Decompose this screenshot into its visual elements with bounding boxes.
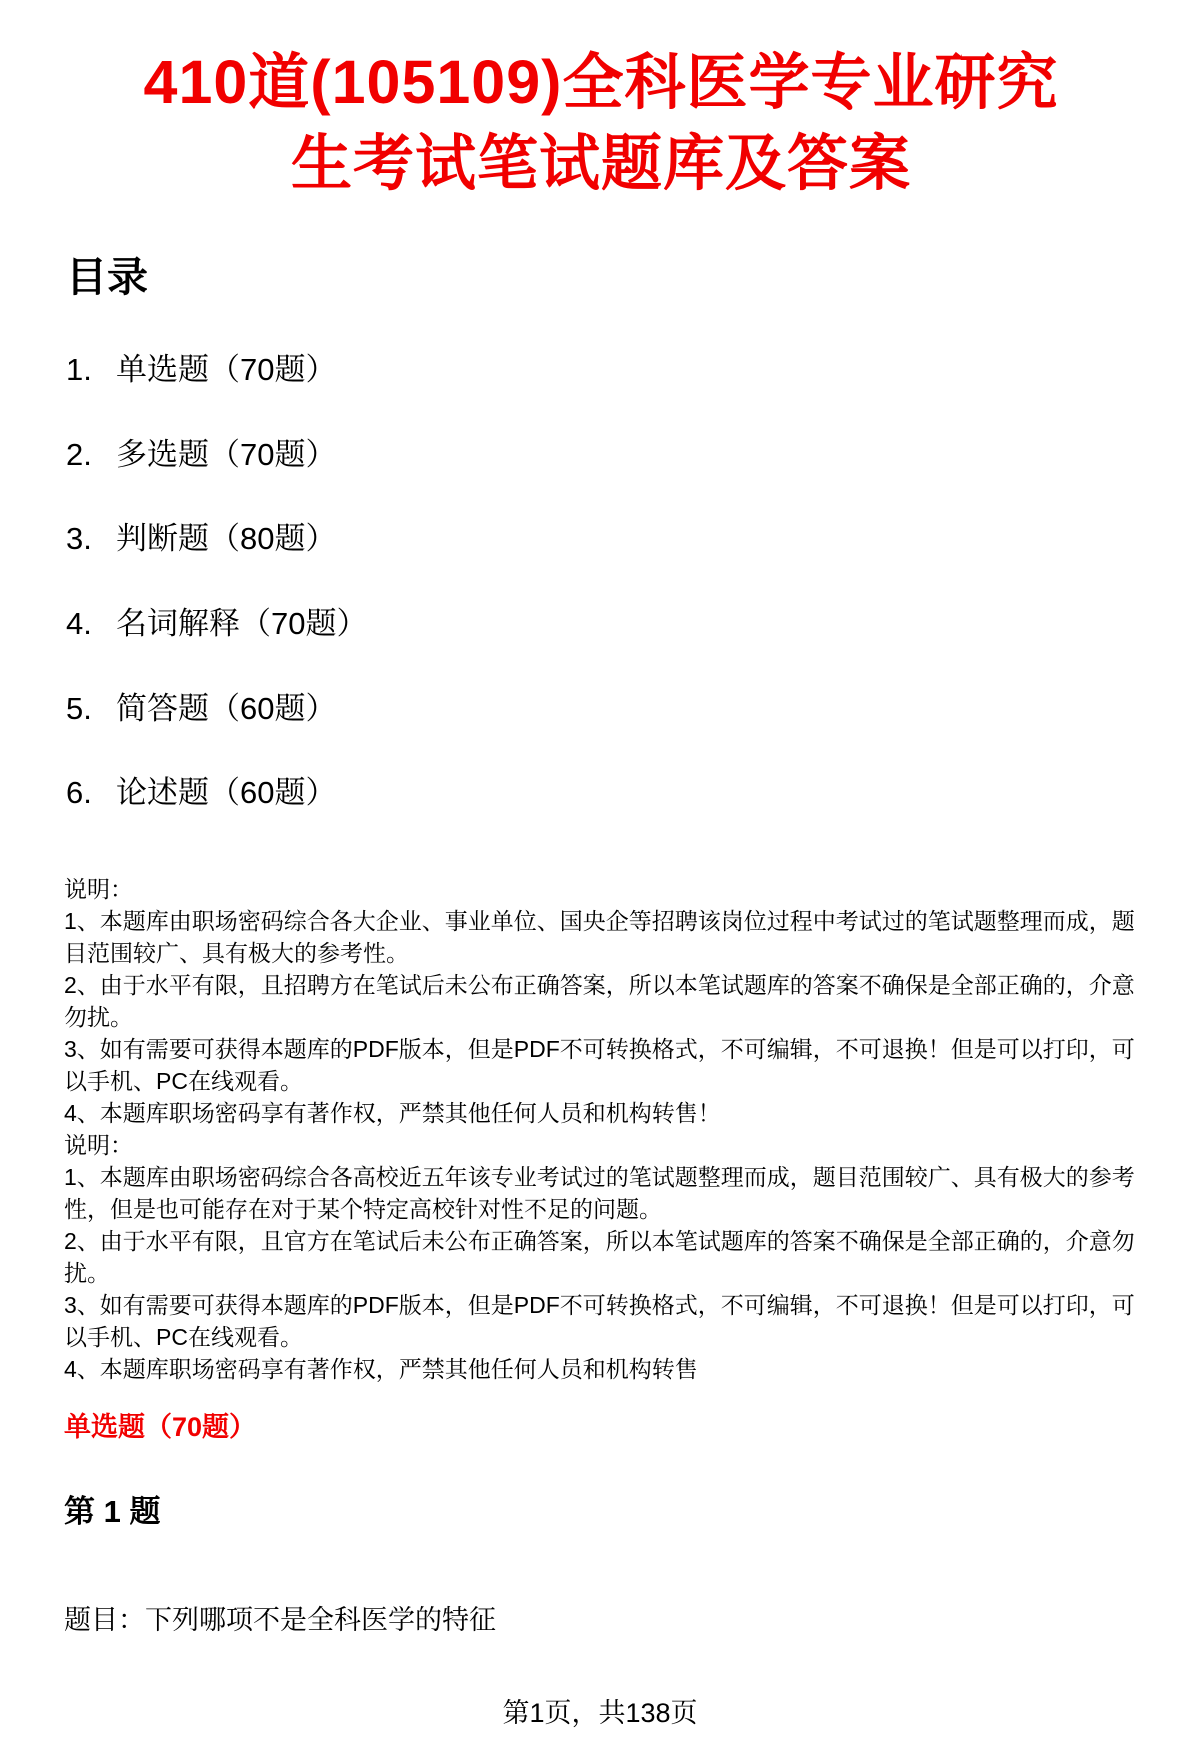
toc-item-number: 5. <box>66 690 92 726</box>
toc-item-short-answer <box>66 691 1140 727</box>
notes2-item-4: 4、本题库职场密码享有著作权，严禁其他任何人员和机构转售 <box>64 1355 698 1382</box>
toc-item-number: 6. <box>66 775 92 811</box>
question-number-heading: 第 1 题 <box>64 1494 161 1530</box>
notes2-item-1: 1、本题库由职场密码综合各高校近五年该专业考试过的笔试题整理而成，题目范围较广、具有极大的参考性，但是也可能存在对于某个特定高校针对性不足的问题。 <box>64 1163 1135 1222</box>
toc-item-number: 2. <box>66 436 92 472</box>
notes2-item-2: 2、由于水平有限，且官方在笔试后未公布正确答案，所以本笔试题库的答案不确保是全部正确的，介意勿扰。 <box>64 1227 1135 1286</box>
toc-heading: 目录 <box>66 254 148 301</box>
toc-item-label: 简答题（60题） <box>116 690 337 726</box>
toc-item-label: 单选题（70题） <box>116 352 337 388</box>
notes1-item-4: 4、本题库职场密码享有著作权，严禁其他任何人员和机构转售！ <box>64 1099 721 1126</box>
toc-item-label: 判断题（80题） <box>116 521 337 557</box>
toc-item-label: 论述题（60题） <box>116 775 337 811</box>
toc-item-multiple-choice <box>66 437 1140 473</box>
toc-item-label: 多选题（70题） <box>116 436 337 472</box>
notes1-label: 说明： <box>64 875 133 902</box>
toc-item-number: 4. <box>66 606 92 642</box>
section-heading-single-choice: 单选题（70题） <box>64 1411 257 1442</box>
notes1-item-2: 2、由于水平有限，且招聘方在笔试后未公布正确答案，所以本笔试题库的答案不确保是全部正确的，介意勿扰。 <box>64 971 1135 1030</box>
toc-item-number: 1. <box>66 352 92 388</box>
notes1-item-3: 3、如有需要可获得本题库的PDF版本，但是PDF不可转换格式，不可编辑，不可退换！但是可以打印，可以手机、PC在线观看。 <box>64 1035 1135 1094</box>
toc-list <box>66 352 1140 811</box>
toc-item-number: 3. <box>66 521 92 557</box>
notes2-label: 说明： <box>64 1131 133 1158</box>
toc-item-label: 名词解释（70题） <box>116 606 368 642</box>
notes1-item-1: 1、本题库由职场密码综合各大企业、事业单位、国央企等招聘该岗位过程中考试过的笔试题整理而成，题目范围较广、具有极大的参考性。 <box>64 907 1135 966</box>
toc-item-term-explanation <box>66 606 1140 642</box>
notes-section-1 <box>64 873 1140 1129</box>
toc-item-essay <box>66 775 1140 811</box>
notes2-item-3: 3、如有需要可获得本题库的PDF版本，但是PDF不可转换格式，不可编辑，不可退换！但是可以打印，可以手机、PC在线观看。 <box>64 1291 1135 1350</box>
toc-item-single-choice <box>66 352 1140 388</box>
page-footer: 第1页，共138页 <box>502 1697 698 1728</box>
notes-section-2 <box>64 1129 1140 1385</box>
document-title-line-2: 生考试笔试题库及答案 <box>290 128 911 197</box>
document-title-line-1: 410道(105109)全科医学专业研究 <box>143 48 1059 116</box>
question-text: 题目：下列哪项不是全科医学的特征 <box>64 1604 496 1635</box>
document-title <box>62 42 1140 203</box>
toc-item-true-false <box>66 521 1140 557</box>
